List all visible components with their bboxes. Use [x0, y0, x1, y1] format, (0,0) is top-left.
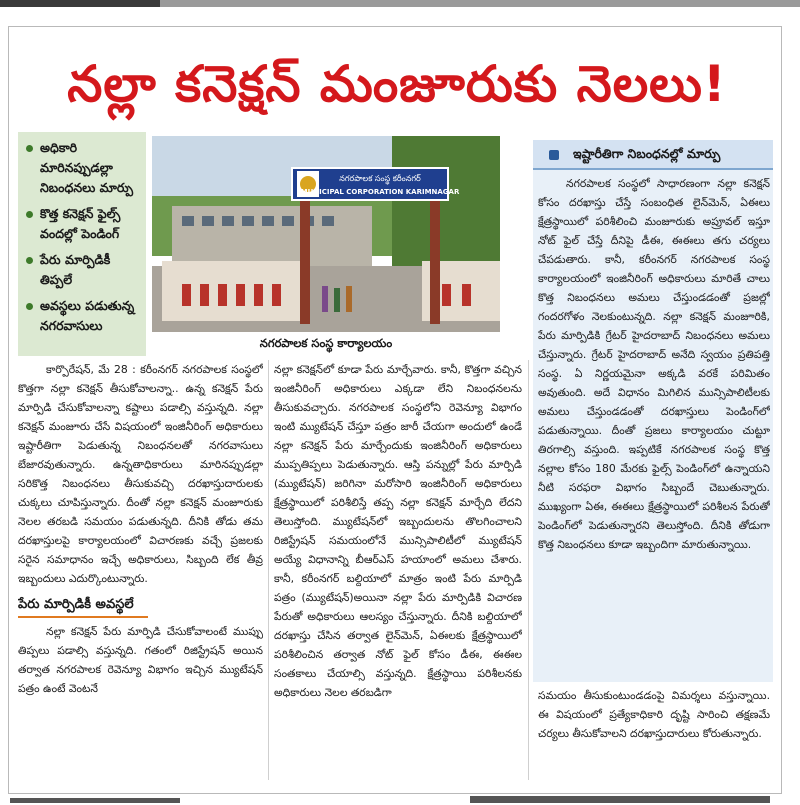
- column-divider: [268, 360, 269, 780]
- top-bar: [0, 0, 800, 7]
- sidebox-body-column: [538, 174, 770, 682]
- highlight-item: అధికారి మారినప్పుడల్లా నిబంధనలు మార్పు: [24, 138, 142, 198]
- sidebox-body: నగరపాలక సంస్థలో సాధారణంగా నల్లా కనెక్షన్ కోసం దరఖాస్తు చేస్తే సంబంధిత లైన్‌మెన్, ఏఈలు క్షేత్రస్థాయిలో పరిశీలించి మంజూరుకు అప్రూవల్ ఇస్తూ నోట్ ఫైల్ చేస్తే దీనిపై డీఈ, ఈఈలు తగు చర్యలు చేపడుతారు. కానీ, కరీంనగర్ నగరపాలక సంస్థ కార్యాలయంలో ఇంజినీరింగ్ అధికారులు మారితే చాలు కొత్త నిబంధనలు అమలు చేస్తుండడంతో ప్రజల్లో గందరగోళం నెలకుంటున్నది. నల్లా కనెక్షన్ మంజూరికి, పేరు మార్పిడికి గ్రేటర్ హైదరాబాద్ నిబంధనలు అమలు చేస్తున్నారు. గ్రేటర్ హైదరాబాద్ అనేది స్వయం ప్రతిపత్తి సంస్థ. ఏ నిర్ణయమైనా అక్కడి వరకే పరిమితం అవుతుంది. అదే విధానం మిగిలిన మున్సిపాలిటీలకు అమలు చేస్తుండడంతో దరఖాస్తులు పెండింగ్‌లో పడుతున్నాయి. దీంతో ప్రజలు కార్యాలయం చుట్టూ తిరగాల్సి వస్తుంది. ఇప్పటికే నగరపాలక సంస్థ కొత్త నల్లాల కోసం 180 మేరకు ఫైల్స్ పెండింగ్‌లో ఉన్నాయని నీటి సరఫరా విభాగం సిబ్బందే చెబుతున్నారు. ముఖ్యంగా ఏఈ, ఈఈలు క్షేత్రస్థాయిలో పరిశీలన పేరుతో పెండింగ్‌లో పెడుతున్నారని తెలుస్తోంది. దీనికి తోడుగా కొత్త నిబంధనలు కూడా ఇబ్బందిగా మారుతున్నాయి.: [538, 177, 770, 551]
- column-divider: [528, 360, 529, 780]
- office-photo-illustration: [152, 136, 500, 332]
- next-article-strip: [0, 794, 800, 805]
- article-paragraph: కార్పొరేషన్, మే 28 : కరీంనగర్ నగరపాలక సంస్థలో కొత్తగా నల్లా కనెక్షన్ తీసుకోవాలన్నా.. ఉన్న కనెక్షన్ పేరు మార్పిడి చేసుకోవాలన్నా కష్టాలు పడాల్సి వస్తున్నది. నల్లా కనెక్షన్ మంజూరు చేసే విషయంలో ఇంజినీరింగ్ అధికారులు ఇష్టారీతిగా పెడుతున్న నిబంధనలతో నగరవాసులు బేజారవుతున్నారు. ఉన్నతాధికారులు మారినప్పుడల్లా సరికొత్త నిబంధనలు తీసుకువచ్చి దరఖాస్తుదారులకు చుక్కలు చూపిస్తున్నారు. దీంతో నల్లా కనెక్షన్ మంజూరుకు నెలల తరబడి సమయం పడుతున్నది. దీనికి తోడు తమ దరఖాస్తులపై కార్యాలయంలో విచారణకు వచ్చే ప్రజలకు సరైన సమాధానం ఇచ్చే అధికారులు, సిబ్బంది లేక తీవ్ర ఇబ్బందులు ఎదుర్కొంటున్నారు.: [18, 363, 263, 585]
- highlights-box: [18, 132, 146, 356]
- article-column-2: [274, 360, 522, 790]
- next-article-fragment: [470, 796, 770, 803]
- sign-telugu: నగరపాలక సంస్థ కరీంనగర్: [339, 174, 421, 183]
- headline: నల్లా కనెక్షన్ మంజూరుకు నెలలు!: [67, 55, 727, 113]
- photo-caption: నగరపాలక సంస్థ కార్యాలయం: [259, 336, 393, 350]
- subheading: పేరు మార్పిడికీ అవస్థలే: [18, 594, 148, 618]
- article-paragraph: నల్లా కనెక్షన్‌లో కూడా పేరు మార్చేవారు. కానీ, కొత్తగా వచ్చిన ఇంజినీరింగ్ అధికారులు ఎక్కడా లేని నిబంధనలను తీసుకువచ్చారు. నగరపాలక సంస్థలోని రెవెన్యూ విభాగం ఇంటి మ్యుటేషన్ చేస్తూ పత్రం జారీ చేయగా అందులో ఉండే నల్లా కనెక్షన్ పేరు మార్చేందుకు ఇంజినీరింగ్ అధికారులు ముప్పతిప్పలు పెడుతున్నారు. ఆస్తి పన్నుల్లో పేరు మార్పిడి (మ్యుటేషన్) జరిగినా మరోసారి ఇంజినీరింగ్ అధికారులు క్షేత్రస్థాయిలో పరిశీలిస్తే తప్ప నల్లా కనెక్షన్ మార్చేది లేదని తెలుస్తోంది. మ్యుటేషన్‌లో ఇబ్బందులను తొలగించాలని రిజిస్ట్రేషన్ సమయంలోనే మున్సిపాలిటీలో మ్యుటేషన్ అయ్యే విధానాన్ని బీఆర్ఎస్ హయాంలో అమలు చేశారు. కానీ, కరీంనగర్ బల్దియాలో మాత్రం ఇంటి పేరు మార్పిడి పత్రం (మ్యుటేషన్)అయినా నల్లా పేరు మార్పిడికి విచారణ పేరుతో అధికారులు ఆలస్యం చేస్తున్నారు. దీనికి బల్దియాలో దరఖాస్తు చేసిన తర్వాత లైన్‌మెన్, ఏఈలకు క్షేత్రస్థాయిలో పరిశీలించిన తర్వాత నోట్ ఫైల్ కోసం డీఈ, ఈఈల సంతకాలు చేయాల్సి వస్తున్నది. క్షేత్రస్థాయి పరిశీలనకు అధికారులు నెలల తరబడిగా: [274, 363, 522, 699]
- article-column-3-tail: [538, 686, 770, 786]
- article-paragraph: నల్లా కనెక్షన్ పేరు మార్పిడి చేసుకోవాలంటే ముప్పు తిప్పలు పడాల్సి వస్తున్నది. గతంలో రిజిస్ట్రేషన్ అయిన తర్వాత నగరపాలక రెవెన్యూ విభాగం ఇచ్చిన మ్యుటేషన్ పత్రం ఉంటే వెంటనే: [18, 625, 263, 695]
- article-column-1: [18, 360, 263, 790]
- sidebox-title: ఇష్టారీతిగా నిబంధనల్లో మార్పు: [573, 146, 721, 161]
- highlight-item: పేరు మార్పిడికీ తిప్పలే: [24, 250, 142, 290]
- highlight-item: అవస్థలు పడుతున్న నగరవాసులు: [24, 296, 142, 336]
- sign-english: MUNICIPAL CORPORATION KARIMNAGAR: [300, 188, 460, 196]
- square-bullet-icon: [549, 150, 559, 160]
- sidebox-title-bar: [533, 140, 773, 170]
- office-photo: [152, 136, 500, 332]
- top-bar-light: [160, 0, 800, 7]
- next-article-fragment: [10, 798, 180, 803]
- article-paragraph: సమయం తీసుకుంటుండడంపై విమర్శలు వస్తున్నాయి. ఈ విషయంలో ప్రత్యేకాధికారి దృష్టి సారించి తక్షణమే చర్యలు తీసుకోవాలని దరఖాస్తుదారులు కోరుతున్నారు.: [538, 689, 770, 740]
- highlight-item: కొత్త కనెక్షన్ ఫైల్స్ వందల్లో పెండింగ్: [24, 204, 142, 244]
